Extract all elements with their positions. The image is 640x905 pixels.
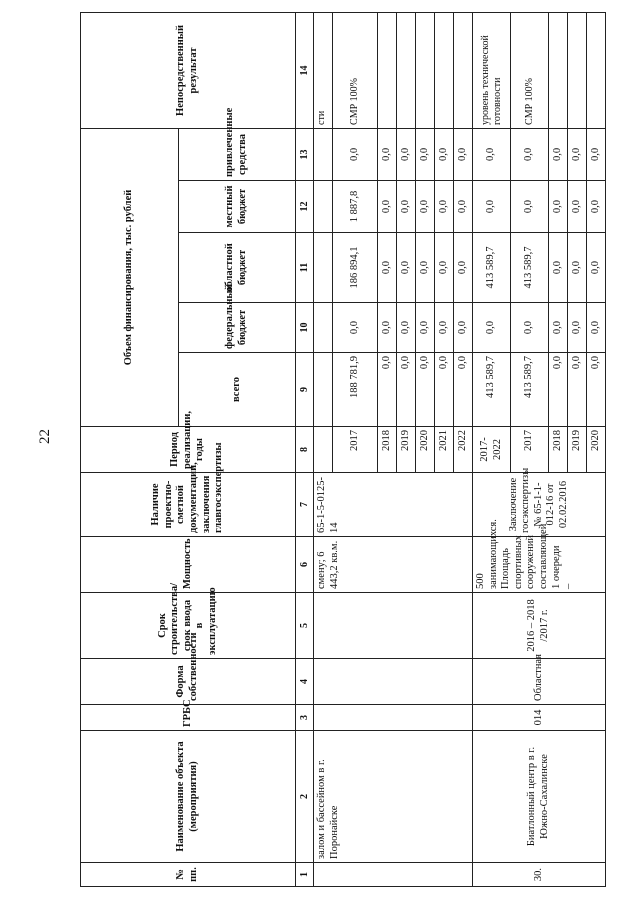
federal-cell: 0,0 — [378, 303, 397, 353]
regional-cell: 0,0 — [378, 233, 397, 303]
result-cell — [454, 12, 473, 128]
header-ownership: Форма собственности — [81, 659, 296, 705]
regional-cell: 413 589,7 — [473, 233, 511, 303]
period-cell: 2017-2022 — [473, 427, 511, 473]
period-cell: 2019 — [397, 427, 416, 473]
federal-cell: 0,0 — [397, 303, 416, 353]
federal-cell: 0,0 — [333, 303, 378, 353]
page-number: 22 — [37, 429, 53, 444]
object1-spacer — [314, 233, 333, 303]
federal-cell: 0,0 — [587, 303, 606, 353]
object2-name: Биатлонный центр в г. Южно-Сахалинске — [473, 731, 606, 863]
local-cell: 0,0 — [549, 181, 568, 233]
period-cell: 2018 — [549, 427, 568, 473]
table-row — [314, 12, 333, 886]
result-cell — [416, 12, 435, 128]
result-cell — [568, 12, 587, 128]
total-cell: 0,0 — [397, 353, 416, 427]
object2-term: 2016 – 2018 /2017 г. — [473, 593, 606, 659]
object1-grbs-cell — [314, 705, 473, 731]
col-number: 13 — [296, 128, 314, 180]
regional-cell: 0,0 — [397, 233, 416, 303]
col-number: 4 — [296, 659, 314, 705]
local-cell: 0,0 — [416, 181, 435, 233]
attracted-cell: 0,0 — [454, 128, 473, 180]
object1-spacer — [314, 181, 333, 233]
header-power: Мощность — [81, 537, 296, 593]
object1-name: залом и бассейном в г. Поронайске — [314, 731, 473, 863]
header-grbs: ГРБС — [81, 705, 296, 731]
period-cell: 2020 — [416, 427, 435, 473]
financing-table — [80, 12, 606, 887]
col-number: 7 — [296, 473, 314, 537]
local-cell: 0,0 — [568, 181, 587, 233]
federal-cell: 0,0 — [568, 303, 587, 353]
header-name: Наименование объекта (мероприятия) — [81, 731, 296, 863]
federal-cell: 0,0 — [435, 303, 454, 353]
header-psd: Наличие проектно-сметной документации, заключения главгосэкспертизы — [81, 473, 296, 537]
attracted-cell: 0,0 — [416, 128, 435, 180]
table-row — [473, 12, 511, 886]
header-attracted: привлеченные средства — [179, 128, 296, 180]
federal-cell: 0,0 — [549, 303, 568, 353]
header-federal: федеральный бюджет — [179, 303, 296, 353]
object1-term-cell — [314, 593, 473, 659]
local-cell: 1 887,8 — [333, 181, 378, 233]
object1-num-cell — [314, 863, 473, 887]
object2-num: 30. — [473, 863, 606, 887]
local-cell: 0,0 — [397, 181, 416, 233]
federal-cell: 0,0 — [473, 303, 511, 353]
object2-ownership: Областная — [473, 659, 606, 705]
attracted-cell: 0,0 — [511, 128, 549, 180]
header-financing-group: Объем финансирования, тыс. рублей — [81, 128, 179, 426]
object2-grbs: 014 — [473, 705, 606, 731]
object1-ownership-cell — [314, 659, 473, 705]
header-local: местный бюджет — [179, 181, 296, 233]
regional-cell: 413 589,7 — [511, 233, 549, 303]
result-cell: уровень технической готовности — [473, 12, 511, 128]
object1-spacer — [314, 303, 333, 353]
header-total: всего — [179, 353, 296, 427]
rotated-table-container — [80, 13, 630, 887]
federal-cell: 0,0 — [454, 303, 473, 353]
regional-cell: 0,0 — [587, 233, 606, 303]
period-cell: 2021 — [435, 427, 454, 473]
regional-cell: 0,0 — [454, 233, 473, 303]
header-regional: областной бюджет — [179, 233, 296, 303]
col-number: 9 — [296, 353, 314, 427]
col-number: 12 — [296, 181, 314, 233]
period-cell: 2022 — [454, 427, 473, 473]
period-cell: 2019 — [568, 427, 587, 473]
result-cell — [587, 12, 606, 128]
result-cell — [549, 12, 568, 128]
period-cell: 2017 — [511, 427, 549, 473]
result-cell: СМР 100% — [511, 12, 549, 128]
attracted-cell: 0,0 — [587, 128, 606, 180]
col-number: 2 — [296, 731, 314, 863]
total-cell: 0,0 — [549, 353, 568, 427]
total-cell: 0,0 — [435, 353, 454, 427]
result-cell — [435, 12, 454, 128]
regional-cell: 0,0 — [549, 233, 568, 303]
period-cell: 2018 — [378, 427, 397, 473]
local-cell: 0,0 — [435, 181, 454, 233]
total-cell: 0,0 — [568, 353, 587, 427]
object1-spacer — [314, 353, 333, 427]
object1-spacer — [314, 128, 333, 180]
local-cell: 0,0 — [378, 181, 397, 233]
object1-result-cont: сти — [314, 12, 333, 128]
total-cell: 0,0 — [416, 353, 435, 427]
attracted-cell: 0,0 — [333, 128, 378, 180]
object2-power: 500 занимающихся. Площадь спортивных сооружений составляющей 1 очереди – — [473, 537, 606, 593]
header-term: Срок строительства/срок ввода в эксплуатацию — [81, 593, 296, 659]
total-cell: 413 589,7 — [511, 353, 549, 427]
total-cell: 0,0 — [587, 353, 606, 427]
regional-cell: 186 894,1 — [333, 233, 378, 303]
regional-cell: 0,0 — [568, 233, 587, 303]
header-num: № пп. — [81, 863, 296, 887]
local-cell: 0,0 — [511, 181, 549, 233]
col-number: 10 — [296, 303, 314, 353]
attracted-cell: 0,0 — [549, 128, 568, 180]
object1-power: смену; 6 443,2 кв.м. — [314, 537, 473, 593]
attracted-cell: 0,0 — [568, 128, 587, 180]
col-number: 14 — [296, 12, 314, 128]
col-number: 3 — [296, 705, 314, 731]
col-number: 5 — [296, 593, 314, 659]
total-cell: 413 589,7 — [473, 353, 511, 427]
period-cell: 2017 — [333, 427, 378, 473]
attracted-cell: 0,0 — [435, 128, 454, 180]
col-number: 11 — [296, 233, 314, 303]
attracted-cell: 0,0 — [378, 128, 397, 180]
col-number: 6 — [296, 537, 314, 593]
object2-psd: Заключение госэкспертизы № 65-1-1-012-16 от 02.02.2016 — [473, 473, 606, 537]
object1-spacer — [314, 427, 333, 473]
col-number: 8 — [296, 427, 314, 473]
result-cell: СМР 100% — [333, 12, 378, 128]
local-cell: 0,0 — [454, 181, 473, 233]
header-result: Непосредственный результат — [81, 12, 296, 128]
result-cell — [397, 12, 416, 128]
attracted-cell: 0,0 — [473, 128, 511, 180]
period-cell: 2020 — [587, 427, 606, 473]
federal-cell: 0,0 — [416, 303, 435, 353]
col-number: 1 — [296, 863, 314, 887]
total-cell: 0,0 — [454, 353, 473, 427]
object1-psd: 65-1-5-0125-14 — [314, 473, 473, 537]
regional-cell: 0,0 — [416, 233, 435, 303]
regional-cell: 0,0 — [435, 233, 454, 303]
local-cell: 0,0 — [473, 181, 511, 233]
federal-cell: 0,0 — [511, 303, 549, 353]
local-cell: 0,0 — [587, 181, 606, 233]
total-cell: 188 781,9 — [333, 353, 378, 427]
total-cell: 0,0 — [378, 353, 397, 427]
attracted-cell: 0,0 — [397, 128, 416, 180]
result-cell — [378, 12, 397, 128]
header-period: Период реализации, годы — [81, 427, 296, 473]
